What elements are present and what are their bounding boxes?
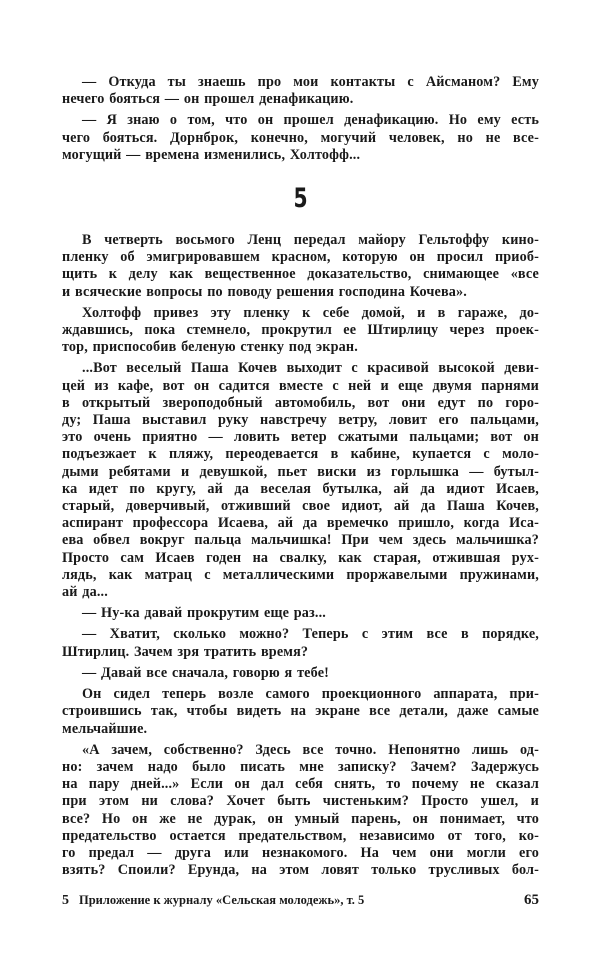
text-line: Просто сам Исаев годен на свалку, как старая, отжившая рух- xyxy=(62,549,539,566)
text-line: в открытый звероподобный автомобиль, вот они едут по горо- xyxy=(62,394,539,411)
text-line: дыми ребятами и девушкой, пьет виски из горлышка — бутыл- xyxy=(62,463,539,480)
text-line: цей из кафе, вот он садится вместе с ней и еще двумя парнями xyxy=(62,377,539,394)
text-line: но: зачем надо было писать мне записку? Зачем? Задержусь xyxy=(62,758,539,775)
page-body xyxy=(62,74,539,883)
text-line: ждавшись, пока стемнело, прокрутил ее Штирлицу через проек- xyxy=(62,322,539,339)
text-line: Холтофф привез эту пленку к себе домой, и в гараже, до- xyxy=(82,304,539,321)
paragraph xyxy=(62,232,539,301)
text-line: на пару дней...» Если он дал себя снять, то почему не сказал xyxy=(62,776,539,793)
text-line: ...Вот веселый Паша Кочев выходит с красивой высокой деви- xyxy=(82,360,539,377)
chapter-number: 5 xyxy=(293,183,308,215)
text-line: «А зачем, собственно? Здесь все точно. Непонятно лишь од- xyxy=(82,741,539,758)
text-line: — Ну-ка давай прокрутим еще раз... xyxy=(82,605,326,622)
text-line: при этом ни слова? Хочет быть чистеньким? Просто ушел, и xyxy=(62,793,539,810)
text-line: нечего бояться — он прошел денафикацию. xyxy=(62,91,354,108)
text-line: — Хватит, сколько можно? Теперь с этим все в порядке, xyxy=(82,626,539,643)
text-line: пленку об эмигрировавшем красном, которую он просил приоб- xyxy=(62,249,539,266)
chapter-text xyxy=(62,232,539,879)
text-line: ка идет по кругу, ай да веселая бутылка, ай да идиот Исаев, xyxy=(62,480,539,497)
paragraph xyxy=(62,605,539,622)
text-line: взять? Споили? Ерунда, на этом ловят только трусливых бол- xyxy=(62,862,539,879)
text-line: старый, доверчивый, отживший свое идиот, ай да Паша Кочев, xyxy=(62,498,539,515)
text-line: В четверть восьмого Ленц передал майору Гельтоффу кино- xyxy=(82,232,539,249)
text-line: аспирант профессора Исаева, ай да времечко пришло, когда Иса- xyxy=(62,515,539,532)
text-line: ду; Паша выставил руку навстречу ветру, ловит его пальцами, xyxy=(62,412,539,429)
text-line: чего бояться. Дорнброк, конечно, могучий человек, но не все- xyxy=(62,129,539,146)
paragraph xyxy=(62,360,539,601)
text-line: могущий — времена изменились, Холтофф... xyxy=(62,146,361,163)
page-footer xyxy=(62,892,539,909)
paragraph xyxy=(62,112,539,164)
top-paragraphs xyxy=(62,74,539,164)
text-line: ай да... xyxy=(62,584,108,601)
text-line: щить к делу как вещественное доказательство, снимающее «все xyxy=(62,266,539,283)
paragraph xyxy=(62,74,539,108)
paragraph xyxy=(62,665,539,682)
text-line: предательство остается предательством, независимо от того, ко- xyxy=(62,827,539,844)
text-line: тор, приспособив беленую стенку под экран. xyxy=(62,339,358,356)
text-line: — Я знаю о том, что он прошел денафикацию. Но ему есть xyxy=(82,112,539,129)
source-line: Приложение к журналу «Сельская молодежь», т. 5 xyxy=(79,893,365,907)
signature-mark: 5 xyxy=(62,893,69,908)
text-line: го предал — друга или незнакомого. На чем они могли его xyxy=(62,844,539,861)
text-line: подъезжает к пляжу, переодевается в кабине, купается с моло- xyxy=(62,446,539,463)
text-line: — Давай все сначала, говорю я тебе! xyxy=(82,664,330,681)
paragraph xyxy=(62,305,539,357)
text-line: строившись так, чтобы видеть на экране все детали, даже самые xyxy=(62,703,539,720)
text-line: лядь, как матрац с металлическими проржавелыми пружинами, xyxy=(62,566,539,583)
page-number: 65 xyxy=(524,892,539,908)
text-line: все? Но он же не дурак, он умный парень, он понимает, что xyxy=(62,810,539,827)
paragraph xyxy=(62,686,539,738)
text-line: ева обвел вокруг пальца мальчишка! При чем здесь мальчишка? xyxy=(62,532,539,549)
paragraph xyxy=(62,742,539,880)
text-line: Он сидел теперь возле самого проекционного аппарата, при- xyxy=(82,686,539,703)
text-line: Штирлиц. Зачем зря тратить время? xyxy=(62,643,309,660)
text-line: — Откуда ты знаешь про мои контакты с Айсманом? Ему xyxy=(82,74,539,90)
text-line: мельчайшие. xyxy=(62,720,148,737)
text-line: это очень приятно — ловить ветер сжатыми пальцами; вот он xyxy=(62,429,539,446)
paragraph xyxy=(62,626,539,660)
text-line: и всяческие вопросы по поводу решения господина Кочева». xyxy=(62,283,467,300)
